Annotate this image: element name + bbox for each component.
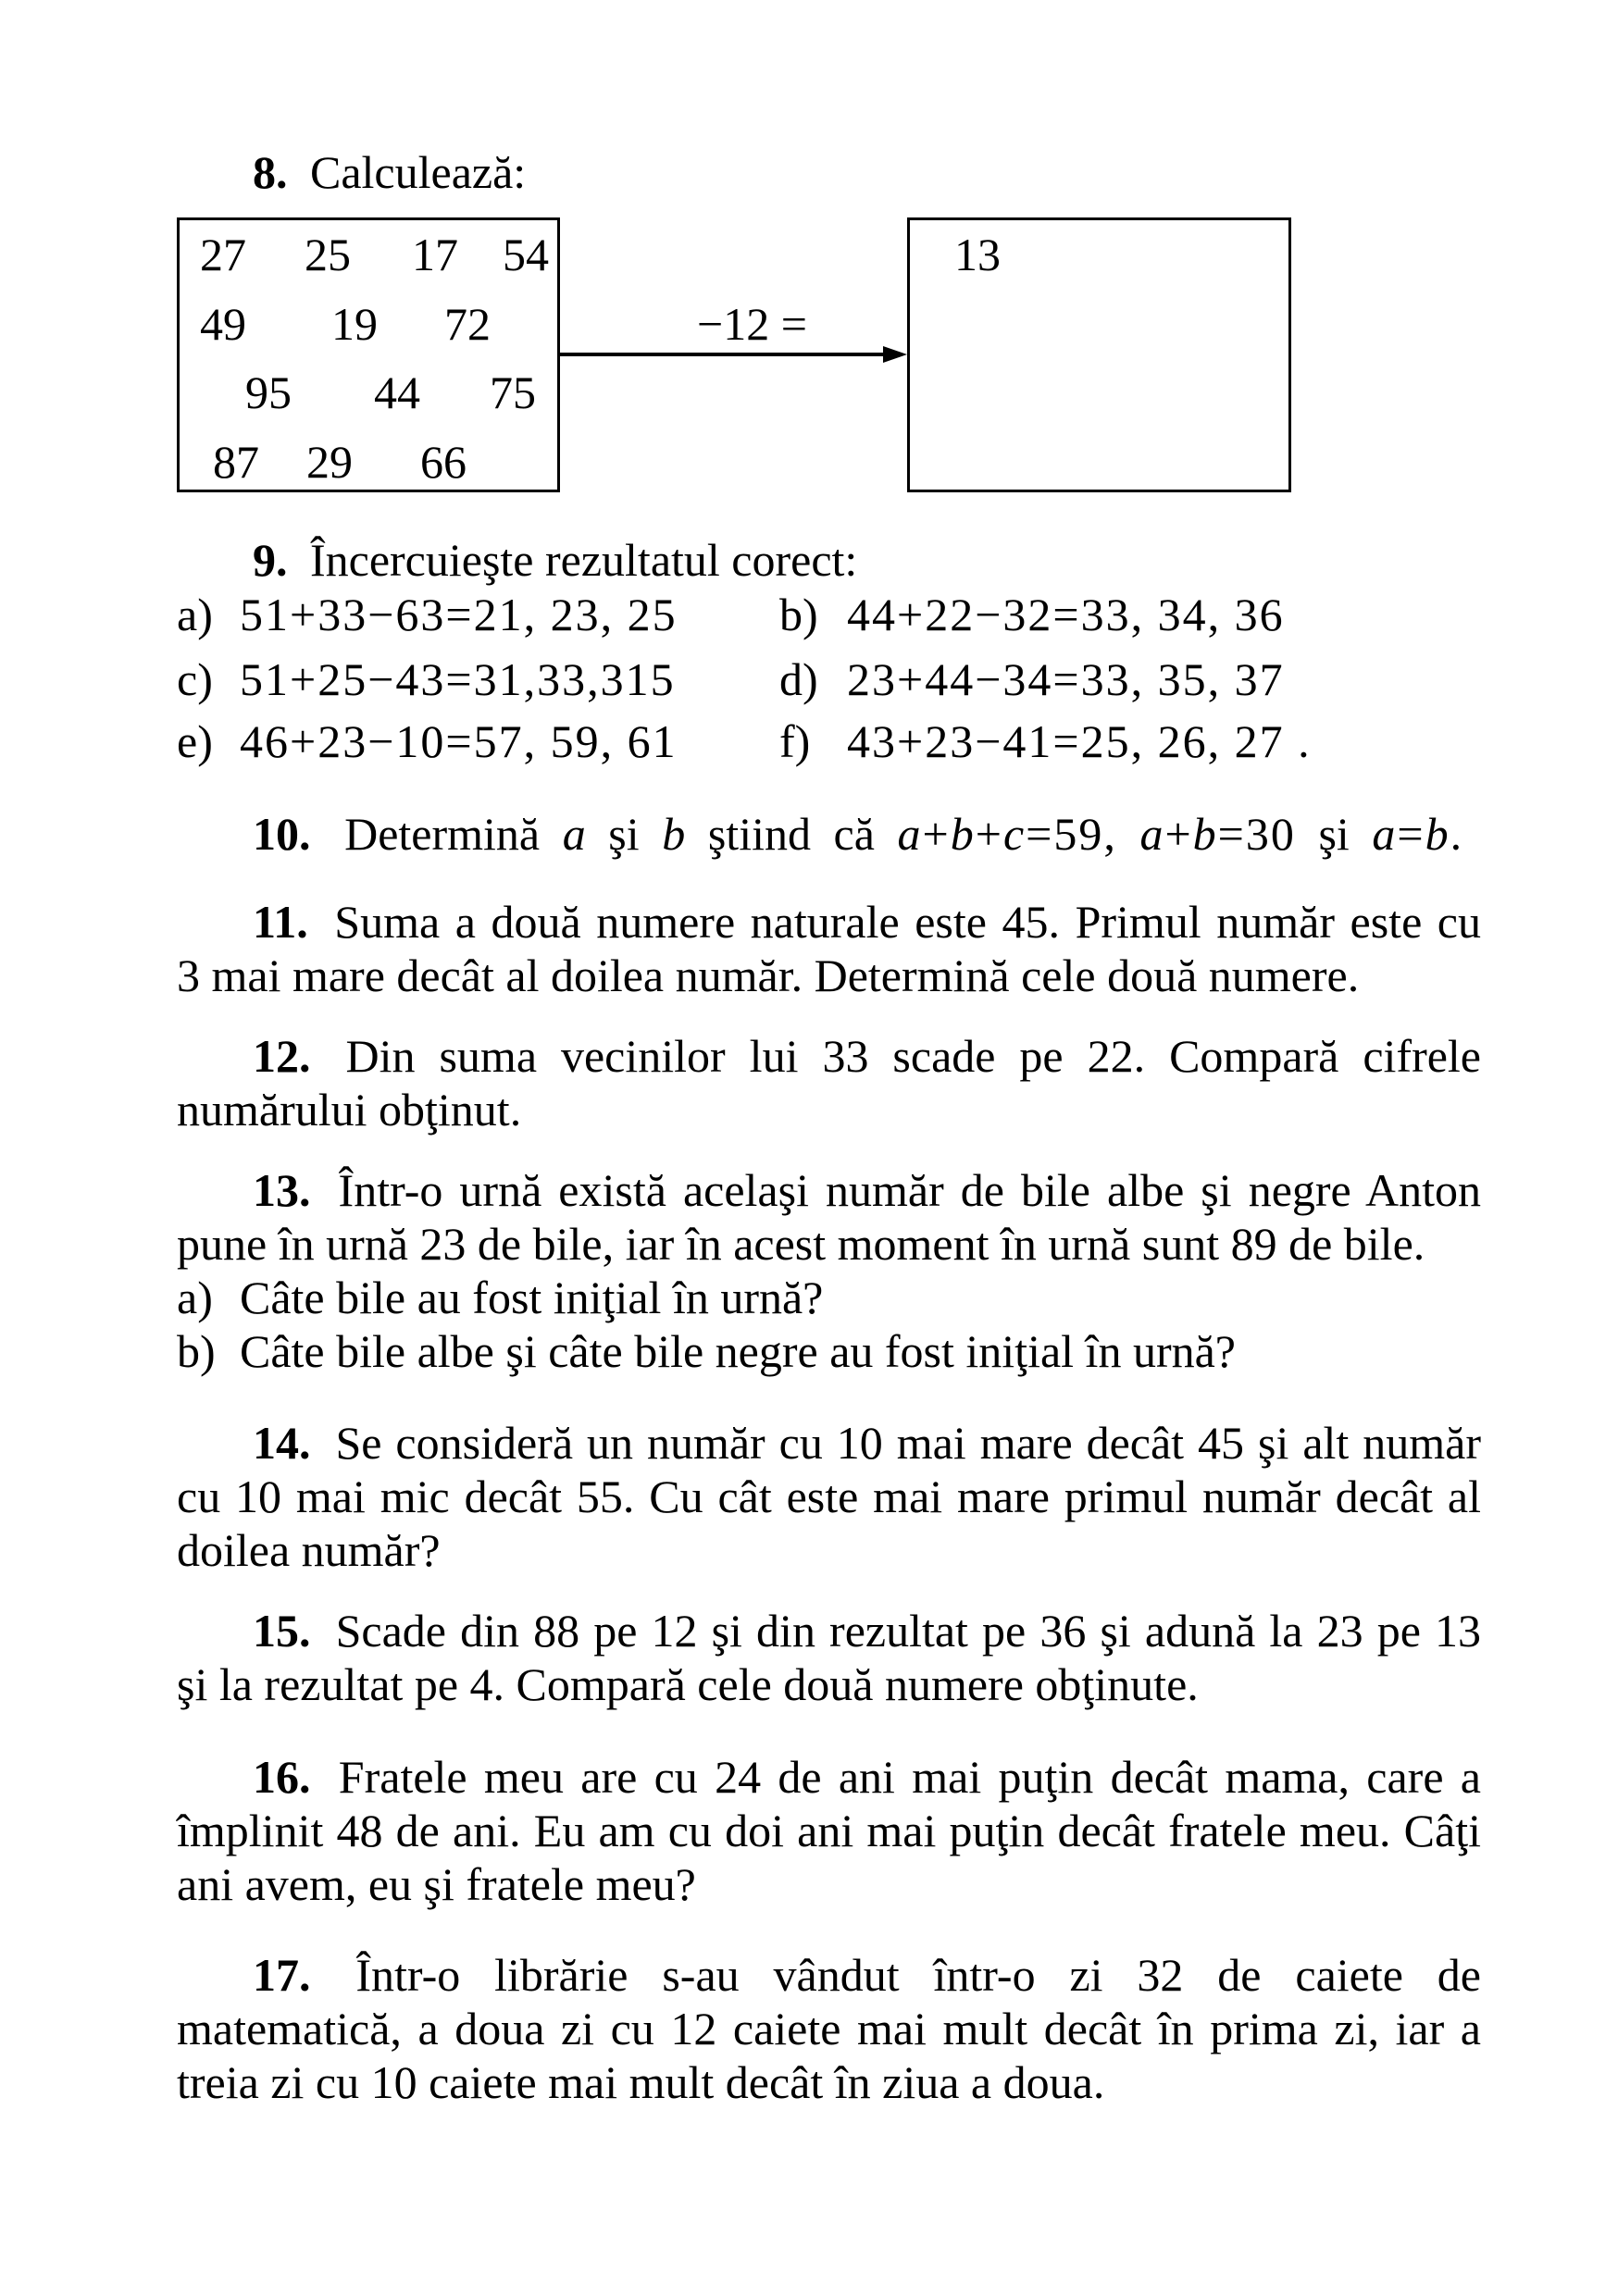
- item-expression: 51+25−43=31,33,315: [240, 653, 676, 705]
- exercise-text: Într-o librărie s-au vândut într-o zi 32 de caiete de: [355, 1949, 1481, 2001]
- equation: a+b+c=59,: [897, 808, 1117, 860]
- exercise-number: 13.: [253, 1164, 311, 1216]
- item-label: f): [779, 715, 811, 767]
- box-number: 87: [213, 436, 259, 488]
- item-expression: 23+44−34=33, 35, 37: [847, 653, 1285, 705]
- operation-label: −12 =: [697, 298, 807, 350]
- item-expression: 44+22−32=33, 34, 36: [847, 589, 1285, 640]
- math-variable: b: [950, 808, 976, 860]
- item-expression: 46+23−10=57, 59, 61: [240, 715, 678, 767]
- exercise-text: Într-o urnă există acelaşi număr de bile albe şi negre Anton: [338, 1164, 1481, 1216]
- box-number: 27: [200, 229, 246, 280]
- box-number: 44: [374, 366, 420, 418]
- exercise-number: 12.: [253, 1030, 311, 1082]
- math-variable: a: [897, 808, 923, 860]
- math-variable: b: [1192, 808, 1218, 860]
- exercise-17-line-2: matematică, a doua zi cu 12 caiete mai mult decât în prima zi, iar a: [177, 2003, 1481, 2054]
- exercise-14-line-3: doilea număr?: [177, 1524, 441, 1576]
- subitem-label: a): [177, 1272, 213, 1323]
- exercise-9-heading: [253, 533, 857, 587]
- subitem-text: Câte bile au fost iniţial în urnă?: [240, 1272, 824, 1323]
- item-label: c): [177, 653, 213, 705]
- subitem-text: Câte bile albe şi câte bile negre au fost iniţial în urnă?: [240, 1325, 1236, 1377]
- exercise-16-line-1: [177, 1750, 1481, 1804]
- exercise-15-line-2: şi la rezultat pe 4. Compară cele două numere obţinute.: [177, 1658, 1199, 1710]
- exercise-text: Scade din 88 pe 12 şi din rezultat pe 36 şi adună la 23 pe 13: [335, 1605, 1481, 1657]
- exercise-text: ştiind că: [707, 808, 875, 860]
- exercise-text: Determină: [344, 808, 541, 860]
- exercise-11-line-1: [177, 895, 1481, 949]
- result-number: 13: [954, 229, 1001, 280]
- exercise-16-line-3: ani avem, eu şi fratele meu?: [177, 1858, 696, 1910]
- item-expression: 43+23−41=25, 26, 27 .: [847, 715, 1312, 767]
- exercise-number: 17.: [253, 1949, 311, 2001]
- exercise-16-line-2: împlinit 48 de ani. Eu am cu doi ani mai puţin decât fratele meu. Câţi: [177, 1805, 1481, 1856]
- box-number: 66: [420, 436, 467, 488]
- exercise-14-line-2: cu 10 mai mic decât 55. Cu cât este mai mare primul număr decât al: [177, 1471, 1481, 1522]
- math-variable: a: [562, 808, 586, 860]
- math-variable: a: [1372, 808, 1398, 860]
- exercise-17-line-3: treia zi cu 10 caiete mai mult decât în ziua a doua.: [177, 2056, 1105, 2108]
- exercise-12-line-2: numărului obţinut.: [177, 1084, 522, 1136]
- box-number: 29: [306, 436, 353, 488]
- exercise-title: Calculează:: [310, 146, 527, 198]
- exercise-10-line: [177, 807, 1463, 861]
- item-label: d): [779, 653, 818, 705]
- equation: a=b.: [1372, 808, 1464, 860]
- equation: a+b=30: [1139, 808, 1296, 860]
- exercise-number: 8.: [253, 146, 288, 198]
- exercise-number: 10.: [253, 808, 311, 860]
- box-number: 25: [305, 229, 351, 280]
- box-number: 54: [503, 229, 549, 280]
- exercise-11-line-2: 3 mai mare decât al doilea număr. Determină cele două numere.: [177, 949, 1360, 1001]
- math-variable: a: [1139, 808, 1165, 860]
- box-number: 17: [412, 229, 458, 280]
- exercise-number: 11.: [253, 896, 308, 948]
- box-number: 49: [200, 298, 246, 350]
- box-number: 95: [245, 366, 292, 418]
- exercise-13-line-2: pune în urnă 23 de bile, iar în acest moment în urnă sunt 89 de bile.: [177, 1218, 1425, 1270]
- exercise-text: Se consideră un număr cu 10 mai mare decât 45 şi alt număr: [335, 1417, 1481, 1469]
- exercise-title: Încercuieşte rezultatul corect:: [310, 534, 858, 586]
- item-label: b): [779, 589, 818, 640]
- box-number: 75: [490, 366, 536, 418]
- exercise-13-line-1: [177, 1163, 1481, 1217]
- exercise-text: şi: [608, 808, 640, 860]
- subitem-label: b): [177, 1325, 216, 1377]
- math-variable: c: [1002, 808, 1027, 860]
- exercise-number: 16.: [253, 1751, 311, 1803]
- item-label: a): [177, 589, 213, 640]
- math-variable: b: [1425, 808, 1450, 860]
- exercise-text: Din suma vecinilor lui 33 scade pe 22. Compară cifrele: [345, 1030, 1482, 1082]
- math-variable: b: [662, 808, 686, 860]
- exercise-17-line-1: [177, 1948, 1481, 2002]
- item-label: e): [177, 715, 213, 767]
- arrow: [555, 341, 912, 368]
- exercise-text: Fratele meu are cu 24 de ani mai puţin decât mama, care a: [338, 1751, 1481, 1803]
- exercise-12-line-1: [177, 1029, 1481, 1083]
- arrow-head: [883, 346, 907, 363]
- exercise-number: 15.: [253, 1605, 311, 1657]
- exercise-14-line-1: [177, 1416, 1481, 1470]
- exercise-number: 14.: [253, 1417, 311, 1469]
- box-number: 72: [444, 298, 491, 350]
- item-expression: 51+33−63=21, 23, 25: [240, 589, 678, 640]
- exercise-text: Suma a două numere naturale este 45. Primul număr este cu: [334, 896, 1481, 948]
- exercise-number: 9.: [253, 534, 288, 586]
- box-number: 19: [331, 298, 378, 350]
- exercise-8-heading: [253, 145, 526, 199]
- exercise-15-line-1: [177, 1604, 1481, 1657]
- exercise-text: şi: [1318, 808, 1350, 860]
